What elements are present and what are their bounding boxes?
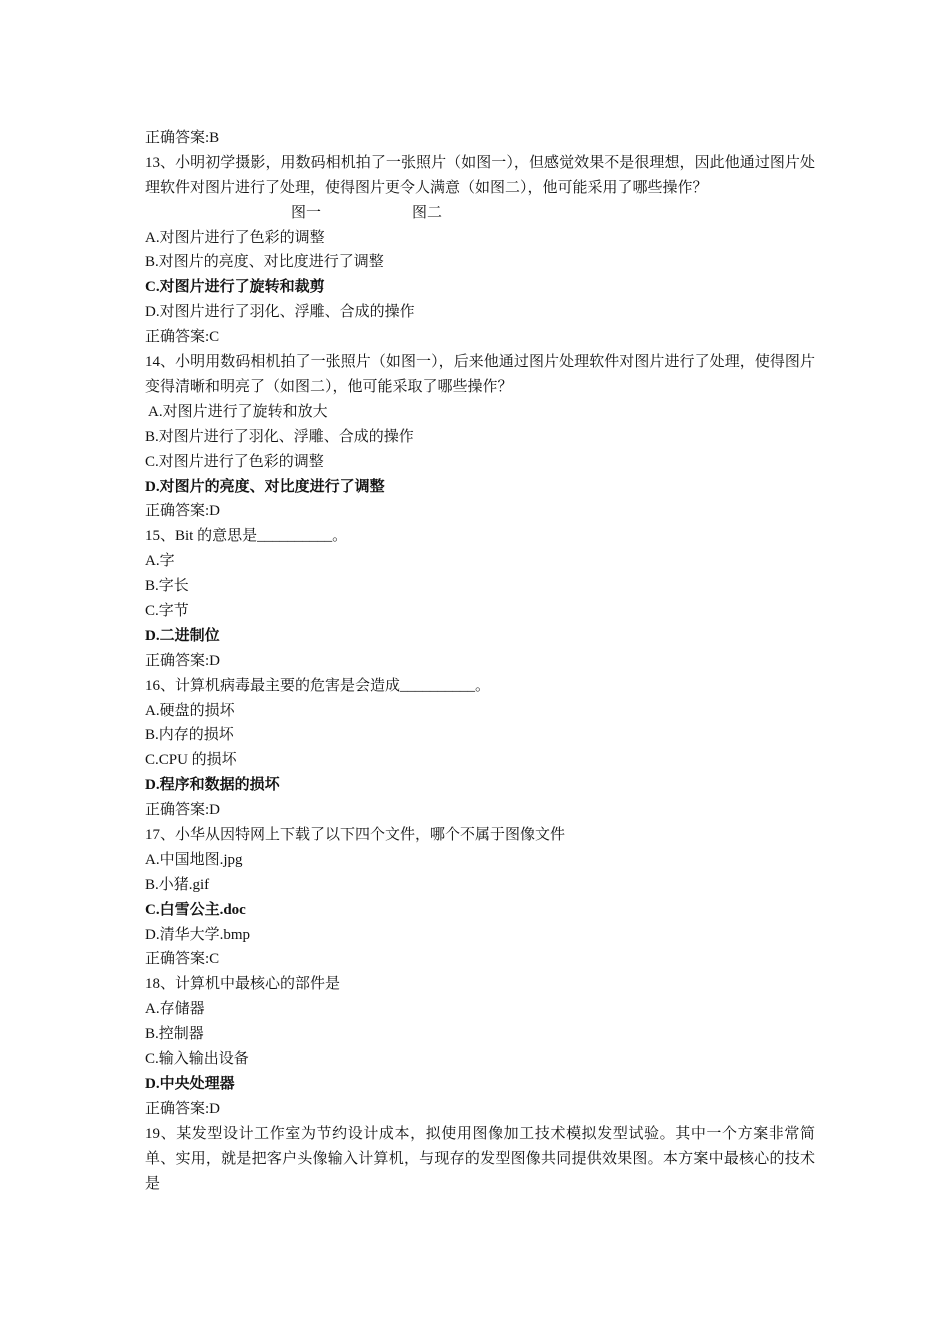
option-b: B.内存的损坏	[145, 727, 234, 744]
answer-line: 正确答案:C	[145, 951, 220, 968]
question-column	[145, 126, 815, 1196]
option-d-correct: D.中央处理器	[145, 1075, 235, 1092]
answer-line: 正确答案:C	[145, 329, 220, 346]
question-stem: 18、计算机中最核心的部件是	[145, 976, 341, 993]
answer-line: 正确答案:D	[145, 503, 221, 520]
option-a: A.字	[145, 553, 175, 570]
question-stem: 13、小明初学摄影，用数码相机拍了一张照片（如图一），但感觉效果不是很理想，因此他通过图片处理软件对图片进行了处理，使得图片更令人满意（如图二），他可能采用了哪些操作？	[145, 154, 815, 196]
option-a: A.中国地图.jpg	[145, 851, 243, 868]
question-stem: 19、某发型设计工作室为节约设计成本，拟使用图像加工技术模拟发型试验。其中一个方案非常简单、实用，就是把客户头像输入计算机，与现存的发型图像共同提供效果图。本方案中最核心的技术是	[145, 1125, 815, 1192]
option-d-correct: D.程序和数据的损坏	[145, 777, 280, 794]
answer-line: 正确答案:D	[145, 652, 221, 669]
option-d-correct: D.二进制位	[145, 627, 220, 644]
answer-line: 正确答案:B	[145, 130, 220, 146]
option-c-correct: C.白雪公主.doc	[145, 901, 246, 918]
option-d-correct: D.对图片的亮度、对比度进行了调整	[145, 478, 385, 495]
option-b: B.对图片的亮度、对比度进行了调整	[145, 254, 384, 271]
answer-line: 正确答案:D	[145, 1100, 221, 1117]
option-c: C.字节	[145, 602, 189, 619]
option-b: B.小猪.gif	[145, 876, 210, 893]
option-a: A.对图片进行了旋转和放大	[148, 403, 328, 420]
option-c: C.对图片进行了色彩的调整	[145, 453, 324, 470]
option-b: B.字长	[145, 578, 189, 595]
option-c-correct: C.对图片进行了旋转和裁剪	[145, 279, 325, 296]
option-a: A.存储器	[145, 1001, 205, 1018]
question-stem: 14、小明用数码相机拍了一张照片（如图一），后来他通过图片处理软件对图片进行了处理，使得图片变得清晰和明亮了（如图二），他可能采取了哪些操作？	[145, 354, 815, 395]
question-stem: 15、Bit 的意思是__________。	[145, 528, 348, 545]
option-d: D.清华大学.bmp	[145, 926, 251, 943]
question-stem: 16、计算机病毒最主要的危害是会造成__________。	[145, 677, 491, 694]
answer-line: 正确答案:D	[145, 802, 221, 819]
option-d: D.对图片进行了羽化、浮雕、合成的操作	[145, 304, 415, 321]
option-b: B.控制器	[145, 1026, 204, 1043]
option-c: C.输入输出设备	[145, 1051, 249, 1068]
figure-caption: 图二	[412, 204, 443, 221]
figure-caption: 图一	[291, 204, 322, 221]
option-b: B.对图片进行了羽化、浮雕、合成的操作	[145, 428, 414, 445]
option-c: C.CPU 的损坏	[145, 752, 237, 769]
option-a: A.对图片进行了色彩的调整	[145, 229, 325, 246]
figure-caption-row	[145, 201, 815, 226]
option-a: A.硬盘的损坏	[145, 702, 235, 719]
question-stem: 17、小华从因特网上下载了以下四个文件，哪个不属于图像文件	[145, 827, 566, 843]
